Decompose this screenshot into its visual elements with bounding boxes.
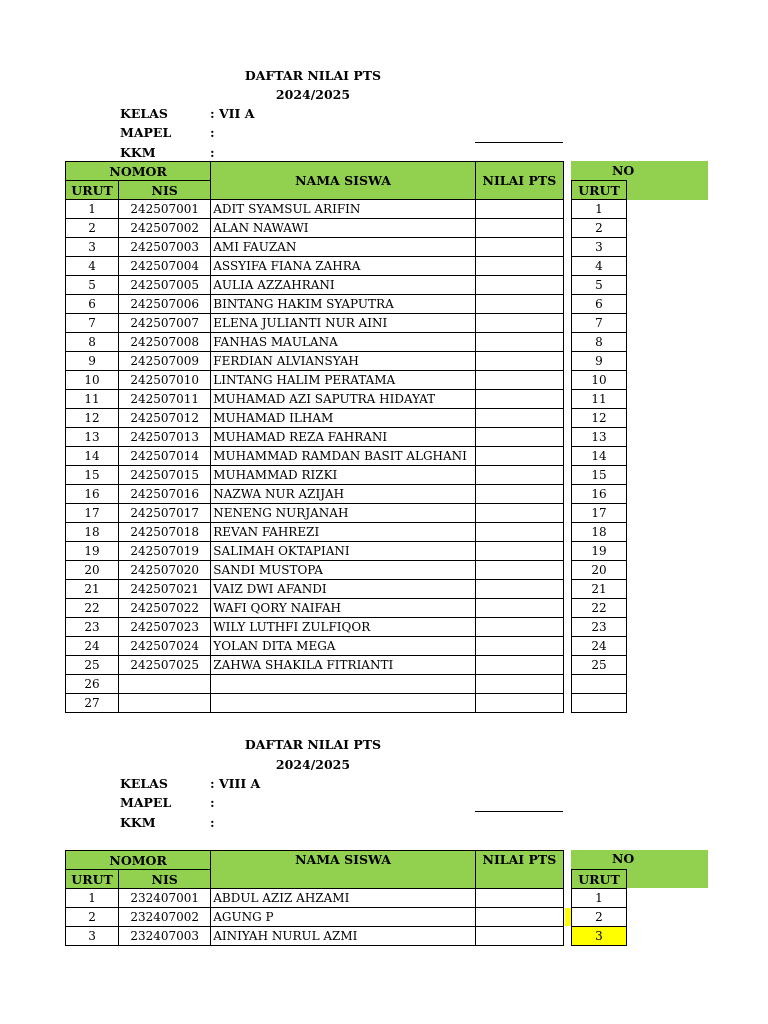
table-row: [66, 675, 564, 694]
side-cell-urut: [572, 694, 627, 713]
table-row: [66, 523, 564, 542]
cell-nis: [119, 675, 211, 694]
cell-urut: 12: [66, 409, 119, 428]
table-row: [66, 504, 564, 523]
cell-nis: [119, 694, 211, 713]
cell-nis: 242507006: [119, 295, 211, 314]
side-cell-urut: 3: [572, 238, 627, 257]
cell-nilai-input[interactable]: [475, 390, 563, 409]
side-cell-urut: 1: [572, 200, 627, 219]
cell-nis: 242507009: [119, 352, 211, 371]
side-row: [572, 561, 627, 580]
table-row: [66, 428, 564, 447]
cell-nama: YOLAN DITA MEGA: [211, 637, 476, 656]
side-cell-urut: 17: [572, 504, 627, 523]
cell-urut: 11: [66, 390, 119, 409]
cell-nis: 242507004: [119, 257, 211, 276]
cell-urut: 6: [66, 295, 119, 314]
cell-nama: VAIZ DWI AFANDI: [211, 580, 476, 599]
table-row: [66, 219, 564, 238]
cell-nama: AMI FAUZAN: [211, 238, 476, 257]
side-cell-urut: [572, 675, 627, 694]
cell-nama: WILY LUTHFI ZULFIQOR: [211, 618, 476, 637]
label-kelas: KELAS: [120, 106, 168, 121]
cell-nis: 232407002: [119, 908, 211, 927]
cell-urut: 17: [66, 504, 119, 523]
side-row: [572, 447, 627, 466]
side-cell-urut: 2: [572, 908, 627, 927]
signature-line: [475, 811, 563, 812]
cell-urut: 16: [66, 485, 119, 504]
cell-urut: 10: [66, 371, 119, 390]
side-row: [572, 200, 627, 219]
cell-nis: 242507005: [119, 276, 211, 295]
cell-nis: 242507003: [119, 238, 211, 257]
side-cell-urut: 4: [572, 257, 627, 276]
cell-nilai-input[interactable]: [475, 523, 563, 542]
table-row: [66, 618, 564, 637]
cell-nis: 242507001: [119, 200, 211, 219]
side-row: [572, 908, 627, 927]
side-table: [571, 869, 627, 946]
cell-nama: NAZWA NUR AZIJAH: [211, 485, 476, 504]
cell-nama: ABDUL AZIZ AHZAMI: [211, 889, 476, 908]
side-row: [572, 276, 627, 295]
cell-nama: WAFI QORY NAIFAH: [211, 599, 476, 618]
highlight-marker: [565, 908, 571, 926]
cell-urut: 4: [66, 257, 119, 276]
cell-nilai-input[interactable]: [475, 637, 563, 656]
cell-nilai-input[interactable]: [475, 314, 563, 333]
cell-nilai-input[interactable]: [475, 371, 563, 390]
table-row: [66, 580, 564, 599]
table-row: [66, 599, 564, 618]
cell-nilai-input[interactable]: [475, 889, 563, 908]
header-nis: NIS: [119, 181, 211, 200]
side-cell-urut: 15: [572, 466, 627, 485]
table-row: [66, 409, 564, 428]
table-row: [66, 927, 564, 946]
cell-nilai-input[interactable]: [475, 257, 563, 276]
side-row: [572, 675, 627, 694]
side-cell-urut: 23: [572, 618, 627, 637]
cell-nis: 242507013: [119, 428, 211, 447]
cell-urut: 3: [66, 238, 119, 257]
side-cell-urut: 1: [572, 889, 627, 908]
side-row: [572, 580, 627, 599]
cell-nama: AULIA AZZAHRANI: [211, 276, 476, 295]
value-mapel: :: [210, 125, 215, 140]
cell-nis: 242507017: [119, 504, 211, 523]
cell-nis: 242507023: [119, 618, 211, 637]
cell-nama: FERDIAN ALVIANSYAH: [211, 352, 476, 371]
cell-nilai-input[interactable]: [475, 542, 563, 561]
cell-urut: 24: [66, 637, 119, 656]
side-row: [572, 314, 627, 333]
cell-nis: 242507008: [119, 333, 211, 352]
cell-nama: ALAN NAWAWI: [211, 219, 476, 238]
side-cell-urut: 12: [572, 409, 627, 428]
cell-urut: 8: [66, 333, 119, 352]
side-row: [572, 219, 627, 238]
cell-nama: ADIT SYAMSUL ARIFIN: [211, 200, 476, 219]
label-mapel: MAPEL: [120, 125, 172, 140]
table-row: [66, 542, 564, 561]
header-nilai-pts: NILAI PTS: [475, 851, 563, 889]
side-cell-urut: 19: [572, 542, 627, 561]
side-row: [572, 257, 627, 276]
side-row: [572, 352, 627, 371]
cell-nama: MUHAMAD REZA FAHRANI: [211, 428, 476, 447]
cell-nilai-input[interactable]: [475, 675, 563, 694]
cell-nilai-input[interactable]: [475, 238, 563, 257]
side-cell-urut: 18: [572, 523, 627, 542]
side-cell-urut: 13: [572, 428, 627, 447]
cell-nis: 242507002: [119, 219, 211, 238]
cell-nama: AGUNG P: [211, 908, 476, 927]
side-cell-urut: 10: [572, 371, 627, 390]
side-cell-urut: 7: [572, 314, 627, 333]
label-kkm: KKM: [120, 815, 156, 830]
table-row: [66, 295, 564, 314]
table-row: [66, 485, 564, 504]
cell-urut: 2: [66, 219, 119, 238]
cell-nama: AINIYAH NURUL AZMI: [211, 927, 476, 946]
cell-nilai-input[interactable]: [475, 485, 563, 504]
cell-nis: 242507018: [119, 523, 211, 542]
cell-nama: [211, 675, 476, 694]
label-mapel: MAPEL: [120, 795, 172, 810]
side-header-nomor: NO: [612, 163, 635, 178]
side-header-urut: URUT: [572, 870, 627, 889]
cell-nama: ZAHWA SHAKILA FITRIANTI: [211, 656, 476, 675]
cell-nilai-input[interactable]: [475, 561, 563, 580]
header-urut: URUT: [66, 870, 119, 889]
table-row: [66, 889, 564, 908]
cell-urut: 26: [66, 675, 119, 694]
table-row: [66, 694, 564, 713]
cell-nilai-input[interactable]: [475, 276, 563, 295]
value-kelas: : VII A: [210, 106, 255, 121]
cell-nama: REVAN FAHREZI: [211, 523, 476, 542]
table-row: [66, 561, 564, 580]
table-row: [66, 238, 564, 257]
table-row: [66, 276, 564, 295]
cell-nis: 242507012: [119, 409, 211, 428]
cell-urut: 20: [66, 561, 119, 580]
side-row: [572, 333, 627, 352]
side-cell-urut: 14: [572, 447, 627, 466]
cell-nama: SANDI MUSTOPA: [211, 561, 476, 580]
side-header-urut: URUT: [572, 181, 627, 200]
value-kkm: :: [210, 815, 215, 830]
cell-urut: 13: [66, 428, 119, 447]
cell-urut: 3: [66, 927, 119, 946]
cell-nis: 242507020: [119, 561, 211, 580]
side-row: [572, 504, 627, 523]
cell-urut: 22: [66, 599, 119, 618]
side-row: [572, 238, 627, 257]
side-row: [572, 390, 627, 409]
table-row: [66, 908, 564, 927]
cell-nilai-input[interactable]: [475, 447, 563, 466]
cell-nama: MUHAMMAD RIZKI: [211, 466, 476, 485]
side-row: [572, 371, 627, 390]
cell-urut: 14: [66, 447, 119, 466]
header-nis: NIS: [119, 870, 211, 889]
cell-nis: 242507025: [119, 656, 211, 675]
side-row: [572, 466, 627, 485]
cell-nilai-input[interactable]: [475, 200, 563, 219]
cell-urut: 5: [66, 276, 119, 295]
side-cell-urut: 8: [572, 333, 627, 352]
side-row: [572, 927, 627, 946]
cell-nama: NENENG NURJANAH: [211, 504, 476, 523]
side-header-nomor: NO: [612, 851, 635, 866]
side-cell-urut: 20: [572, 561, 627, 580]
cell-nis: 232407003: [119, 927, 211, 946]
cell-nilai-input[interactable]: [475, 219, 563, 238]
side-table: [571, 180, 627, 713]
table-row: [66, 656, 564, 675]
cell-urut: 25: [66, 656, 119, 675]
side-cell-urut: 2: [572, 219, 627, 238]
table-row: [66, 333, 564, 352]
cell-nama: ASSYIFA FIANA ZAHRA: [211, 257, 476, 276]
cell-urut: 2: [66, 908, 119, 927]
side-cell-urut: 5: [572, 276, 627, 295]
side-cell-urut: 21: [572, 580, 627, 599]
cell-nilai-input[interactable]: [475, 333, 563, 352]
cell-nilai-input[interactable]: [475, 908, 563, 927]
cell-urut: 23: [66, 618, 119, 637]
value-kelas: : VIII A: [210, 776, 261, 791]
table-row: [66, 390, 564, 409]
cell-urut: 27: [66, 694, 119, 713]
side-row: [572, 889, 627, 908]
cell-nis: 242507022: [119, 599, 211, 618]
cell-urut: 19: [66, 542, 119, 561]
page-title: DAFTAR NILAI PTS: [244, 737, 382, 752]
cell-nilai-input[interactable]: [475, 618, 563, 637]
side-cell-urut: 11: [572, 390, 627, 409]
school-year: 2024/2025: [275, 87, 351, 102]
cell-nama: [211, 694, 476, 713]
value-kkm: :: [210, 145, 215, 160]
side-row: [572, 409, 627, 428]
cell-nama: SALIMAH OKTAPIANI: [211, 542, 476, 561]
cell-nama: MUHAMAD AZI SAPUTRA HIDAYAT: [211, 390, 476, 409]
cell-nilai-input[interactable]: [475, 466, 563, 485]
cell-urut: 18: [66, 523, 119, 542]
cell-nis: 242507015: [119, 466, 211, 485]
cell-nis: 232407001: [119, 889, 211, 908]
table-row: [66, 637, 564, 656]
cell-nis: 242507010: [119, 371, 211, 390]
page-title: DAFTAR NILAI PTS: [244, 68, 382, 83]
table-row: [66, 466, 564, 485]
side-row: [572, 428, 627, 447]
cell-nilai-input[interactable]: [475, 409, 563, 428]
cell-nilai-input[interactable]: [475, 927, 563, 946]
cell-nama: LINTANG HALIM PERATAMA: [211, 371, 476, 390]
cell-nilai-input[interactable]: [475, 694, 563, 713]
cell-urut: 1: [66, 889, 119, 908]
cell-nama: MUHAMAD ILHAM: [211, 409, 476, 428]
signature-line: [475, 142, 563, 143]
cell-nama: BINTANG HAKIM SYAPUTRA: [211, 295, 476, 314]
cell-nis: 242507007: [119, 314, 211, 333]
cell-nama: MUHAMMAD RAMDAN BASIT ALGHANI: [211, 447, 476, 466]
table-row: [66, 371, 564, 390]
side-cell-urut: 6: [572, 295, 627, 314]
cell-nilai-input[interactable]: [475, 580, 563, 599]
header-nama-siswa: NAMA SISWA: [211, 162, 476, 200]
cell-nis: 242507019: [119, 542, 211, 561]
grade-table: [65, 161, 564, 713]
side-row: [572, 295, 627, 314]
table-row: [66, 352, 564, 371]
header-nomor: NOMOR: [66, 851, 211, 870]
side-cell-urut: 9: [572, 352, 627, 371]
cell-urut: 15: [66, 466, 119, 485]
cell-nilai-input[interactable]: [475, 352, 563, 371]
cell-nis: 242507011: [119, 390, 211, 409]
cell-nama: FANHAS MAULANA: [211, 333, 476, 352]
side-row: [572, 485, 627, 504]
table-row: [66, 200, 564, 219]
side-row: [572, 542, 627, 561]
value-mapel: :: [210, 795, 215, 810]
side-cell-urut: 22: [572, 599, 627, 618]
side-row: [572, 599, 627, 618]
cell-urut: 9: [66, 352, 119, 371]
cell-urut: 21: [66, 580, 119, 599]
table-row: [66, 447, 564, 466]
cell-nilai-input[interactable]: [475, 295, 563, 314]
header-nama-siswa: NAMA SISWA: [211, 851, 476, 889]
table-row: [66, 257, 564, 276]
side-row: [572, 637, 627, 656]
grade-table: [65, 850, 564, 946]
label-kkm: KKM: [120, 145, 156, 160]
cell-nilai-input[interactable]: [475, 504, 563, 523]
side-cell-urut: 24: [572, 637, 627, 656]
table-row: [66, 314, 564, 333]
side-row: [572, 694, 627, 713]
school-year: 2024/2025: [275, 757, 351, 772]
side-cell-urut: 25: [572, 656, 627, 675]
cell-nilai-input[interactable]: [475, 428, 563, 447]
side-row: [572, 523, 627, 542]
label-kelas: KELAS: [120, 776, 168, 791]
side-cell-urut: 16: [572, 485, 627, 504]
cell-urut: 7: [66, 314, 119, 333]
cell-nis: 242507021: [119, 580, 211, 599]
cell-urut: 1: [66, 200, 119, 219]
cell-nis: 242507024: [119, 637, 211, 656]
header-nomor: NOMOR: [66, 162, 211, 181]
header-nilai-pts: NILAI PTS: [475, 162, 563, 200]
side-row: [572, 618, 627, 637]
cell-nis: 242507014: [119, 447, 211, 466]
cell-nilai-input[interactable]: [475, 656, 563, 675]
header-urut: URUT: [66, 181, 119, 200]
cell-nama: ELENA JULIANTI NUR AINI: [211, 314, 476, 333]
side-cell-urut: 3: [572, 927, 627, 946]
cell-nilai-input[interactable]: [475, 599, 563, 618]
cell-nis: 242507016: [119, 485, 211, 504]
side-row: [572, 656, 627, 675]
